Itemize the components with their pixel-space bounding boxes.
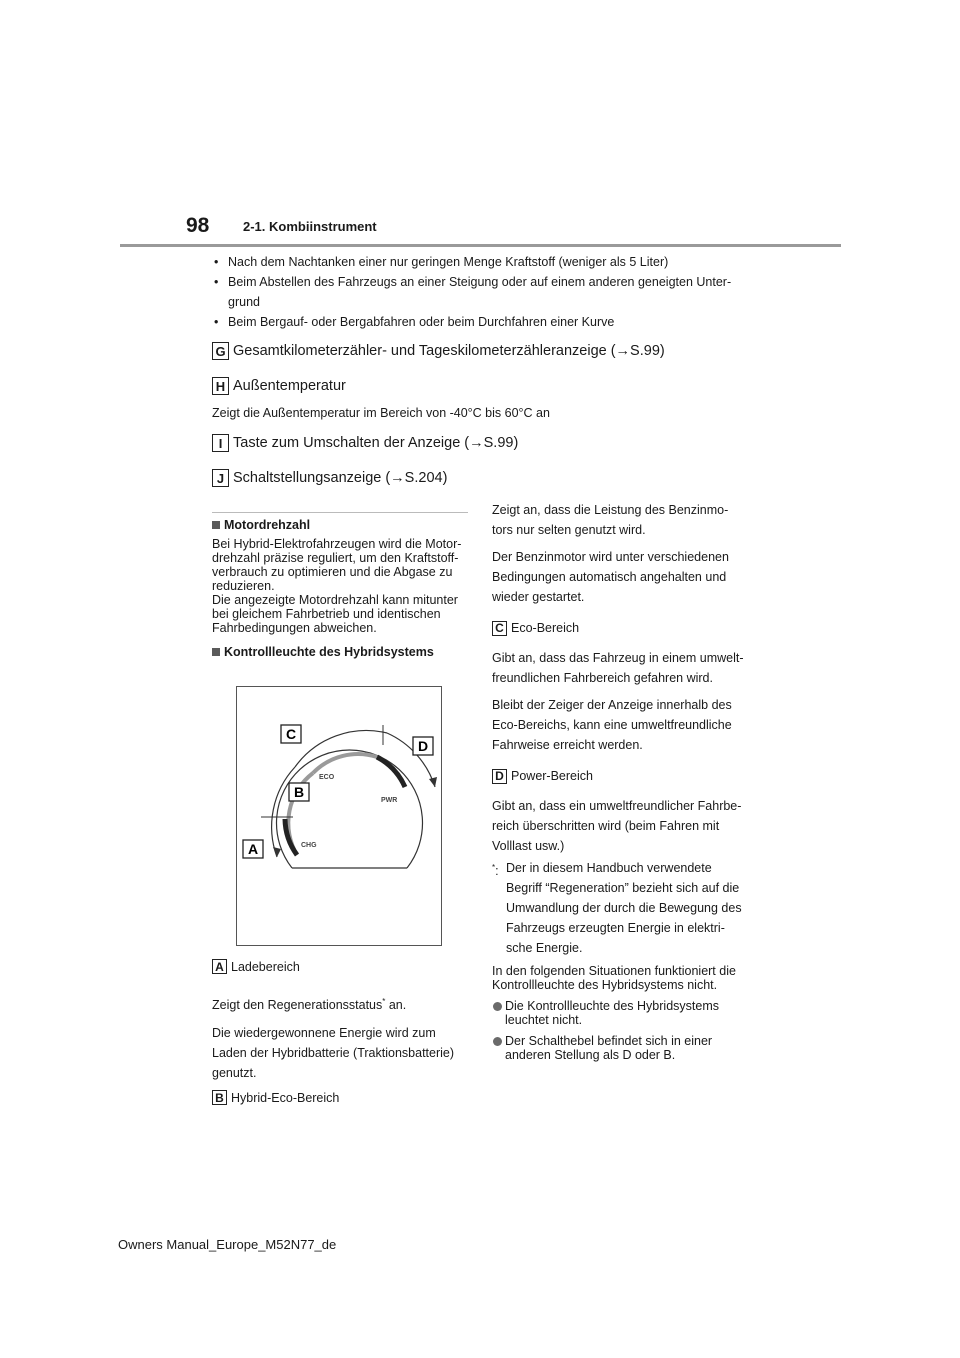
arrow-head-icon: [429, 777, 437, 787]
item-c: [492, 618, 762, 638]
arrow-head-icon: [273, 847, 281, 857]
item-j-text: Schaltstellungsanzeige (→S.204): [233, 470, 448, 486]
item-h-text: Außentemperatur: [233, 378, 346, 394]
bullet-item: • Beim Abstellen des Fahrzeugs an einer Steigung oder auf einem anderen geneigten Unter-: [212, 272, 772, 292]
item-b: [212, 1090, 339, 1105]
charge-zone-label: CHG: [301, 842, 317, 849]
item-c-text: Eco-Bereich: [511, 621, 580, 635]
square-bullet-icon: [212, 648, 220, 656]
situations-paragraph: In den folgenden Situationen funktioniert die Kontrollleuchte des Hybridsystems nicht.: [492, 964, 736, 992]
label-j: J: [212, 469, 229, 487]
bullet-item: • Beim Bergauf- oder Bergabfahren oder beim Durchfahren einer Kurve: [212, 312, 772, 332]
eco-band: [313, 754, 377, 773]
bullet-item: • Nach dem Nachtanken einer nur geringen Menge Kraftstoff (weniger als 5 Liter): [212, 252, 772, 272]
hybrid-indicator-figure: [236, 686, 442, 946]
label-b: B: [212, 1090, 227, 1105]
item-g-text: Gesamtkilometerzähler- und Tageskilometerzähleranzeige (→S.99): [233, 343, 665, 359]
footnote: *: Der in diesem Handbuch verwendete Begriff “Regeneration” bezieht sich auf die Umwandlung der durch die Bewegung des Fahrzeugs erzeugten Energie in elektri- sche Energie.: [492, 861, 742, 955]
dot-bullet-icon: [493, 1037, 502, 1046]
gauge-outline: [277, 750, 423, 868]
hybrid-gauge-illustration: [237, 687, 441, 945]
header-rule: [120, 244, 841, 247]
label-c: C: [492, 621, 507, 636]
label-i: I: [212, 434, 229, 452]
item-a-description: Zeigt den Regenerationsstatus* an. Die wiedergewonnene Energie wird zum Laden der Hybridbatterie (Traktionsbatterie) genutzt.: [212, 997, 455, 1081]
engine-speed-paragraph: Bei Hybrid-Elektrofahrzeugen wird die Motor- drehzahl präzise reguliert, um den Kraftstoff- verbrauch zu optimieren und die Abgase zu reduzieren. Die angezeigte Motordrehzahl kann mitunter bei gleichem Fahrbetrieb und identischen Fahrbedingungen abweichen.: [212, 537, 462, 635]
figure-label-a: A: [247, 841, 259, 857]
section-heading-hybrid-indicator: Kontrollleuchte des Hybridsystems: [212, 645, 474, 659]
item-b-text: Hybrid-Eco-Bereich: [231, 1090, 340, 1105]
figure-label-d: D: [417, 738, 429, 754]
section-rule: [212, 512, 468, 513]
dot-list-item: Der Schalthebel befindet sich in einer anderen Stellung als D oder B.: [492, 1034, 762, 1062]
left-column: [212, 518, 474, 659]
power-zone-label: PWR: [381, 797, 398, 804]
dot-list-item: Die Kontrollleuchte des Hybridsystems leuchtet nicht.: [492, 999, 762, 1027]
page-number: 98: [186, 214, 210, 237]
label-h: H: [212, 377, 229, 395]
item-d: [492, 766, 762, 786]
item-d-text: Power-Bereich: [511, 769, 593, 783]
chapter-title: 2-1. Kombiinstrument: [243, 219, 377, 234]
square-bullet-icon: [212, 521, 220, 529]
item-h-description: Zeigt die Außentemperatur im Bereich von -40°C bis 60°C an: [212, 406, 550, 420]
item-i: [212, 434, 518, 452]
item-a: [212, 959, 300, 974]
figure-label-c: C: [285, 726, 297, 742]
label-d: D: [492, 769, 507, 784]
item-g: [212, 342, 665, 360]
item-h: [212, 377, 346, 395]
item-a-text: Ladebereich: [231, 959, 300, 974]
dot-bullet-icon: [493, 1002, 502, 1011]
bullet-item-continuation: grund: [228, 295, 260, 309]
figure-label-b: B: [293, 784, 305, 800]
section-heading-engine-speed: Motordrehzahl: [212, 518, 474, 532]
label-a: A: [212, 959, 227, 974]
right-column: Zeigt an, dass die Leistung des Benzinmo- tors nur selten genutzt wird. Der Benzinmotor wird unter verschiedenen Bedingungen automatisch angehalten und wieder gestartet. C Eco-Bereich Gibt an, dass das Fahrzeug in einem umwelt- freundlichen Fahrbereich gefahren wird. Bleibt der Zeiger der Anzeige innerhalb des Eco-Bereichs, kann eine umweltfreundliche Fahrweise erreicht werden. D Power-Bereich Gibt an, dass ein umweltfreundlicher Fahrbe- reich überschritten wird (beim Fahren mit Volllast usw.) *: Der in diesem Handbuch verwendete Begriff “Regeneration” bezieht sich auf die Umwandlung der durch die Bewegung des Fahrzeugs erzeugten Energie in elektri- sche Energie. In den folgenden Situationen funktioniert die Kontrollleuchte des Hybridsystems nicht. Die Kontrollleuchte des Hybridsystems leuchtet nicht. Der Schalthebel befindet sich in einer anderen Stellung als D oder B.: [492, 500, 762, 1062]
arc-c: [295, 731, 387, 767]
item-i-text: Taste zum Umschalten der Anzeige (→S.99): [233, 435, 519, 451]
item-j: [212, 469, 447, 487]
label-g: G: [212, 342, 229, 360]
eco-zone-label: ECO: [319, 774, 335, 781]
power-band: [377, 757, 405, 787]
bullet-list: [212, 252, 772, 332]
footer-document-id: Owners Manual_Europe_M52N77_de: [118, 1237, 337, 1252]
